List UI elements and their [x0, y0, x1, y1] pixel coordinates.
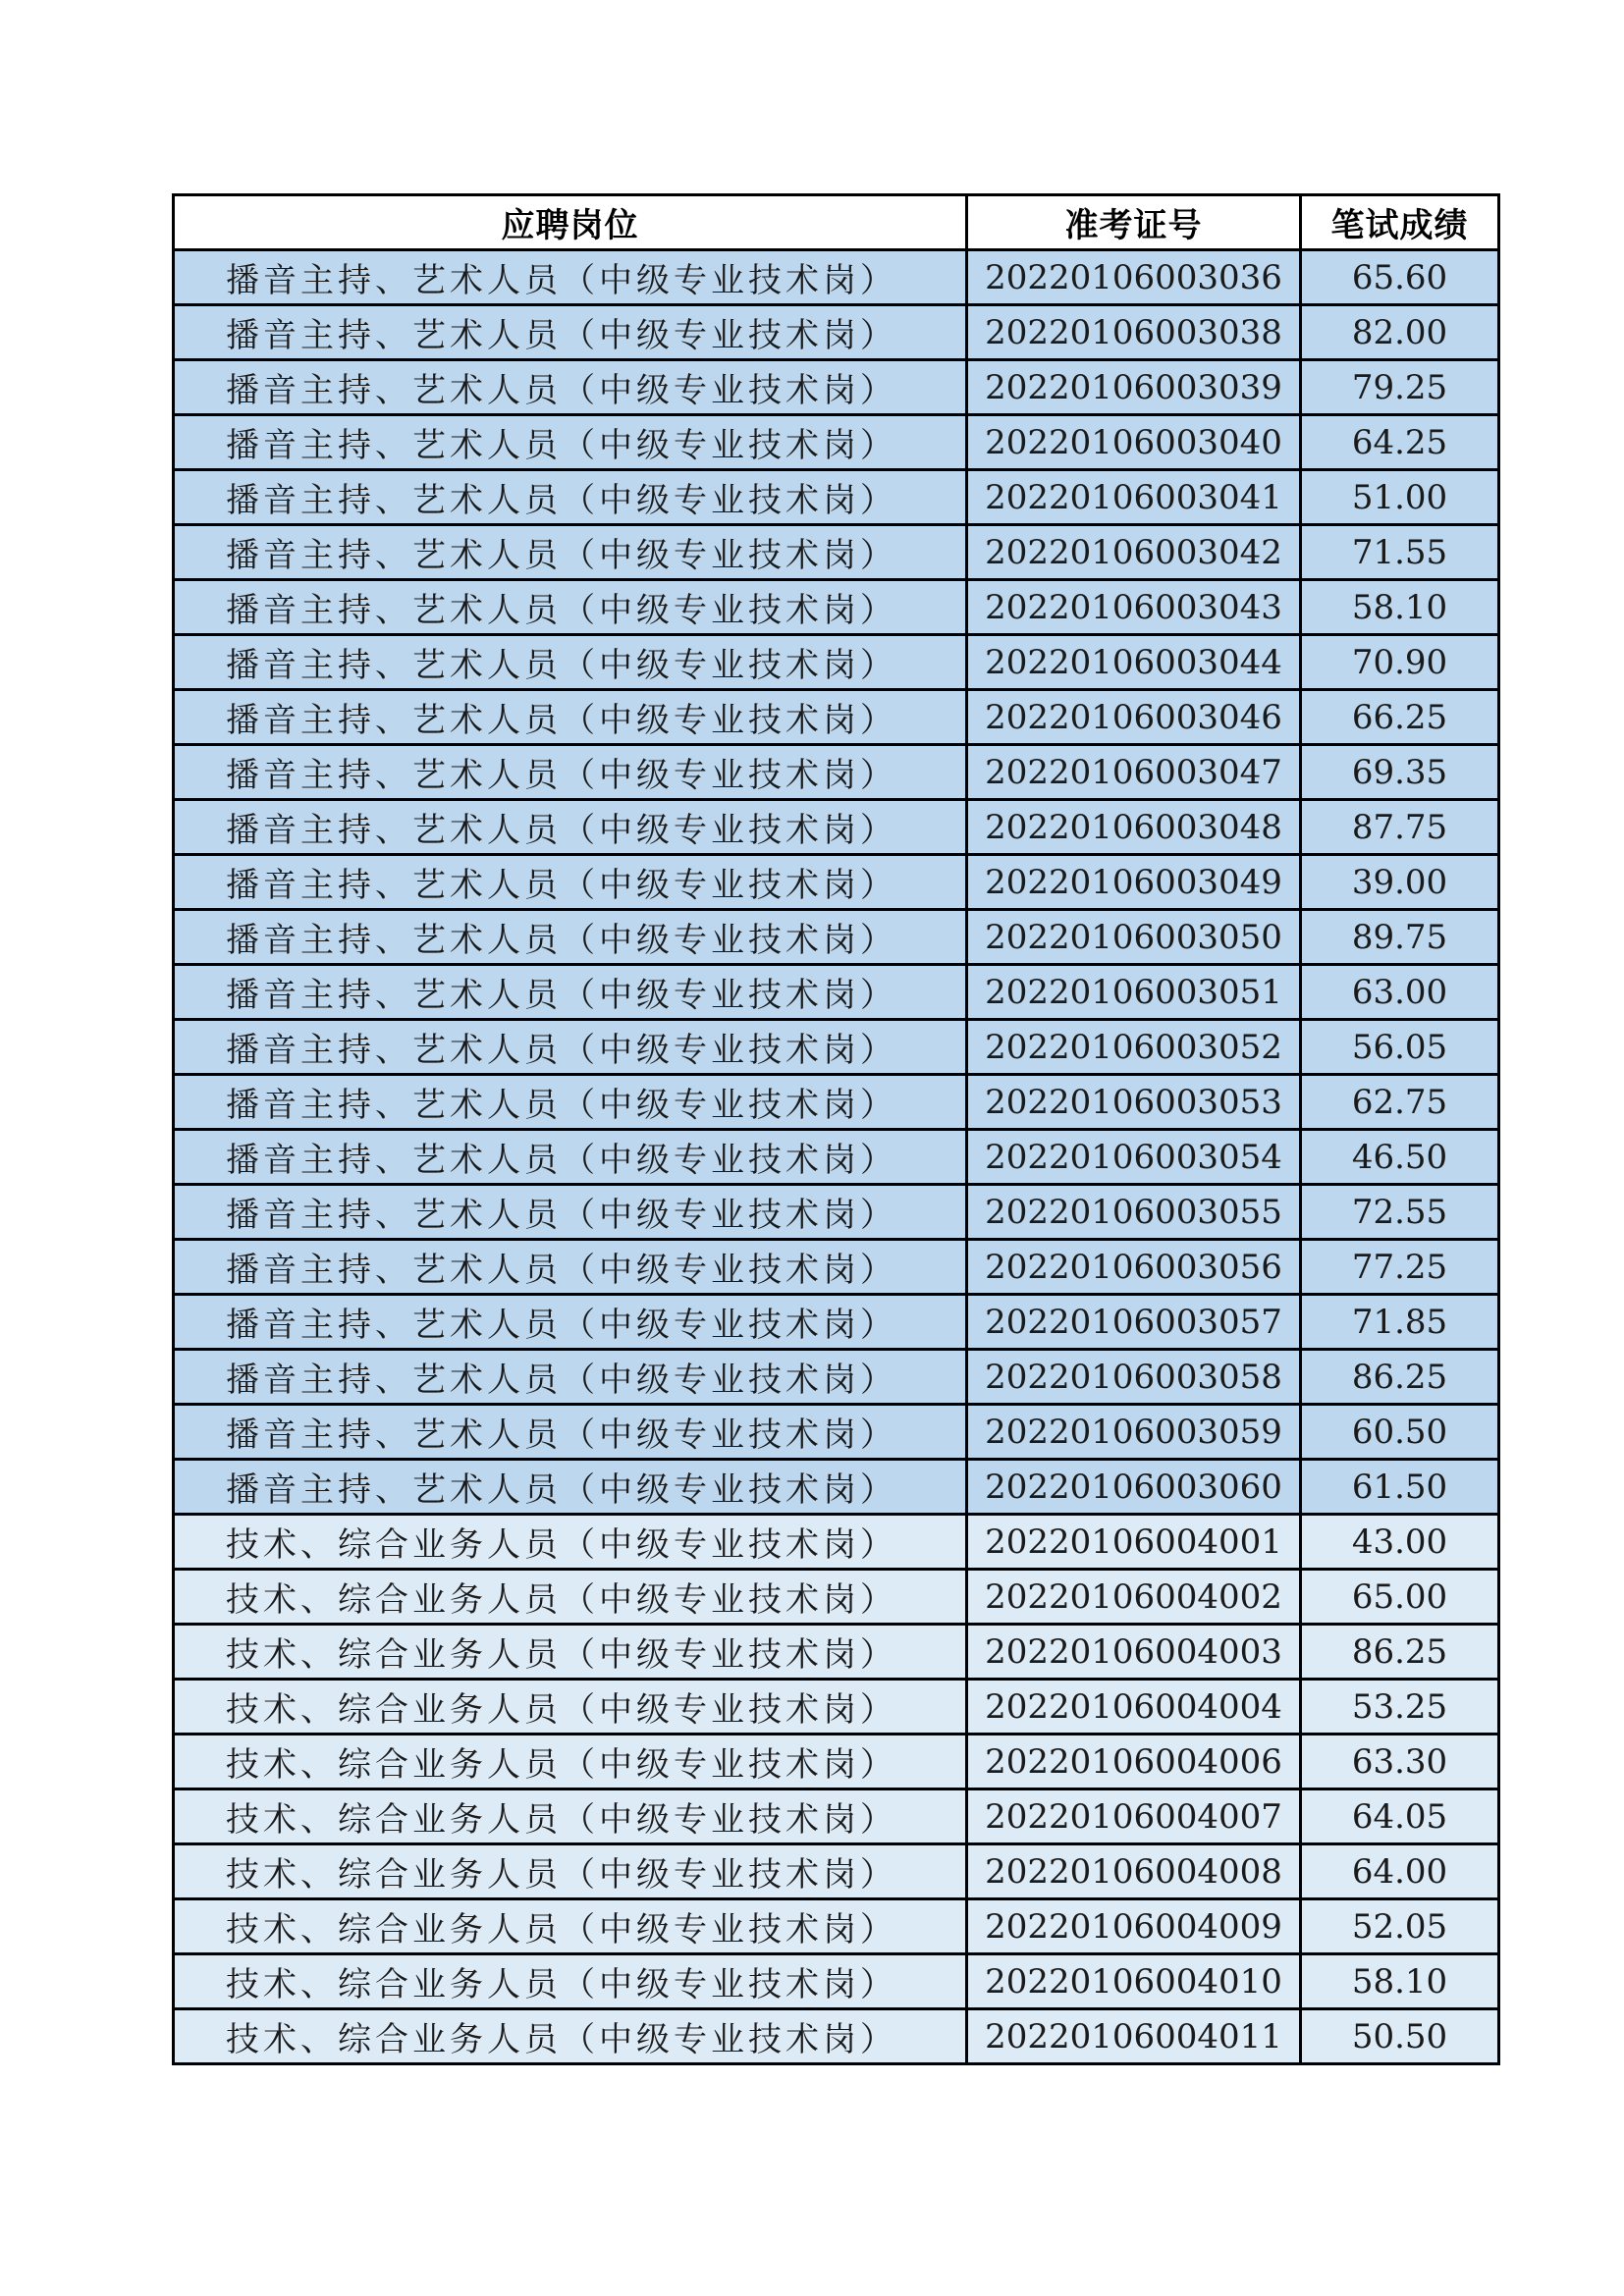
- score-cell: 39.00: [1301, 855, 1499, 910]
- post-cell: 播音主持、艺术人员（中级专业技术岗）: [174, 1350, 967, 1405]
- score-cell: 56.05: [1301, 1020, 1499, 1075]
- table-row: [174, 1350, 1499, 1405]
- post-cell: 播音主持、艺术人员（中级专业技术岗）: [174, 1405, 967, 1460]
- post-cell: 播音主持、艺术人员（中级专业技术岗）: [174, 635, 967, 690]
- table-row: [174, 2009, 1499, 2064]
- table-row: [174, 305, 1499, 360]
- exam-id-cell: 20220106003052: [967, 1020, 1301, 1075]
- post-cell: 播音主持、艺术人员（中级专业技术岗）: [174, 965, 967, 1020]
- exam-id-cell: 20220106003040: [967, 415, 1301, 470]
- post-cell: 播音主持、艺术人员（中级专业技术岗）: [174, 1185, 967, 1240]
- post-cell: 播音主持、艺术人员（中级专业技术岗）: [174, 690, 967, 745]
- table-row: [174, 1020, 1499, 1075]
- exam-id-cell: 20220106003051: [967, 965, 1301, 1020]
- score-cell: 64.25: [1301, 415, 1499, 470]
- score-table: [172, 193, 1500, 2065]
- table-body: [174, 250, 1499, 2064]
- table-row: [174, 855, 1499, 910]
- post-cell: 播音主持、艺术人员（中级专业技术岗）: [174, 1130, 967, 1185]
- table-row: [174, 965, 1499, 1020]
- table-row: [174, 1185, 1499, 1240]
- table-row: [174, 1295, 1499, 1350]
- exam-id-cell: 20220106003053: [967, 1075, 1301, 1130]
- table-row: [174, 1625, 1499, 1680]
- post-cell: 播音主持、艺术人员（中级专业技术岗）: [174, 855, 967, 910]
- post-cell: 技术、综合业务人员（中级专业技术岗）: [174, 1899, 967, 1954]
- score-cell: 82.00: [1301, 305, 1499, 360]
- score-cell: 69.35: [1301, 745, 1499, 800]
- post-cell: 技术、综合业务人员（中级专业技术岗）: [174, 1625, 967, 1680]
- table-row: [174, 635, 1499, 690]
- post-cell: 播音主持、艺术人员（中级专业技术岗）: [174, 470, 967, 525]
- exam-id-cell: 20220106004010: [967, 1954, 1301, 2009]
- post-cell: 播音主持、艺术人员（中级专业技术岗）: [174, 1240, 967, 1295]
- table-row: [174, 1954, 1499, 2009]
- post-cell: 播音主持、艺术人员（中级专业技术岗）: [174, 910, 967, 965]
- exam-id-cell: 20220106003059: [967, 1405, 1301, 1460]
- exam-id-cell: 20220106003054: [967, 1130, 1301, 1185]
- post-cell: 技术、综合业务人员（中级专业技术岗）: [174, 1680, 967, 1735]
- score-cell: 46.50: [1301, 1130, 1499, 1185]
- table-row: [174, 1130, 1499, 1185]
- score-cell: 63.30: [1301, 1735, 1499, 1789]
- table-row: [174, 525, 1499, 580]
- score-cell: 53.25: [1301, 1680, 1499, 1735]
- score-cell: 60.50: [1301, 1405, 1499, 1460]
- exam-id-cell: 20220106004007: [967, 1789, 1301, 1844]
- score-cell: 62.75: [1301, 1075, 1499, 1130]
- post-cell: 技术、综合业务人员（中级专业技术岗）: [174, 1515, 967, 1570]
- table-row: [174, 1570, 1499, 1625]
- post-cell: 播音主持、艺术人员（中级专业技术岗）: [174, 415, 967, 470]
- table-header-row: [174, 195, 1499, 250]
- exam-id-cell: 20220106003055: [967, 1185, 1301, 1240]
- score-cell: 64.00: [1301, 1844, 1499, 1899]
- exam-id-cell: 20220106003048: [967, 800, 1301, 855]
- exam-id-cell: 20220106004002: [967, 1570, 1301, 1625]
- score-cell: 79.25: [1301, 360, 1499, 415]
- score-cell: 58.10: [1301, 580, 1499, 635]
- score-cell: 71.85: [1301, 1295, 1499, 1350]
- post-cell: 播音主持、艺术人员（中级专业技术岗）: [174, 305, 967, 360]
- table-row: [174, 1075, 1499, 1130]
- score-cell: 70.90: [1301, 635, 1499, 690]
- table-row: [174, 250, 1499, 305]
- post-cell: 技术、综合业务人员（中级专业技术岗）: [174, 1844, 967, 1899]
- exam-id-cell: 20220106004009: [967, 1899, 1301, 1954]
- table-row: [174, 360, 1499, 415]
- table-row: [174, 580, 1499, 635]
- exam-id-cell: 20220106004006: [967, 1735, 1301, 1789]
- table-row: [174, 1460, 1499, 1515]
- score-cell: 86.25: [1301, 1350, 1499, 1405]
- exam-id-cell: 20220106003058: [967, 1350, 1301, 1405]
- score-cell: 66.25: [1301, 690, 1499, 745]
- post-cell: 播音主持、艺术人员（中级专业技术岗）: [174, 1020, 967, 1075]
- table-row: [174, 1405, 1499, 1460]
- exam-id-cell: 20220106003038: [967, 305, 1301, 360]
- exam-id-cell: 20220106003041: [967, 470, 1301, 525]
- exam-id-cell: 20220106004001: [967, 1515, 1301, 1570]
- post-cell: 技术、综合业务人员（中级专业技术岗）: [174, 1954, 967, 2009]
- table-row: [174, 690, 1499, 745]
- score-cell: 77.25: [1301, 1240, 1499, 1295]
- post-cell: 播音主持、艺术人员（中级专业技术岗）: [174, 1460, 967, 1515]
- post-cell: 播音主持、艺术人员（中级专业技术岗）: [174, 525, 967, 580]
- post-cell: 播音主持、艺术人员（中级专业技术岗）: [174, 1295, 967, 1350]
- table-row: [174, 1240, 1499, 1295]
- exam-id-cell: 20220106003050: [967, 910, 1301, 965]
- post-cell: 播音主持、艺术人员（中级专业技术岗）: [174, 800, 967, 855]
- table-row: [174, 745, 1499, 800]
- score-cell: 65.60: [1301, 250, 1499, 305]
- exam-id-cell: 20220106003046: [967, 690, 1301, 745]
- score-cell: 65.00: [1301, 1570, 1499, 1625]
- score-cell: 51.00: [1301, 470, 1499, 525]
- exam-id-cell: 20220106003056: [967, 1240, 1301, 1295]
- exam-id-cell: 20220106004011: [967, 2009, 1301, 2064]
- exam-id-cell: 20220106003060: [967, 1460, 1301, 1515]
- column-header-exam-id: 准考证号: [967, 195, 1301, 250]
- exam-id-cell: 20220106004004: [967, 1680, 1301, 1735]
- post-cell: 播音主持、艺术人员（中级专业技术岗）: [174, 1075, 967, 1130]
- score-cell: 86.25: [1301, 1625, 1499, 1680]
- exam-id-cell: 20220106004003: [967, 1625, 1301, 1680]
- table-row: [174, 1899, 1499, 1954]
- exam-id-cell: 20220106003047: [967, 745, 1301, 800]
- score-cell: 50.50: [1301, 2009, 1499, 2064]
- exam-id-cell: 20220106003043: [967, 580, 1301, 635]
- score-cell: 58.10: [1301, 1954, 1499, 2009]
- exam-id-cell: 20220106003049: [967, 855, 1301, 910]
- table-row: [174, 1515, 1499, 1570]
- post-cell: 技术、综合业务人员（中级专业技术岗）: [174, 1789, 967, 1844]
- score-cell: 43.00: [1301, 1515, 1499, 1570]
- table-row: [174, 1789, 1499, 1844]
- table-row: [174, 1844, 1499, 1899]
- score-cell: 52.05: [1301, 1899, 1499, 1954]
- table-row: [174, 1735, 1499, 1789]
- score-cell: 87.75: [1301, 800, 1499, 855]
- post-cell: 播音主持、艺术人员（中级专业技术岗）: [174, 360, 967, 415]
- exam-id-cell: 20220106003039: [967, 360, 1301, 415]
- table-row: [174, 415, 1499, 470]
- exam-id-cell: 20220106003042: [967, 525, 1301, 580]
- score-cell: 63.00: [1301, 965, 1499, 1020]
- table-row: [174, 800, 1499, 855]
- post-cell: 播音主持、艺术人员（中级专业技术岗）: [174, 580, 967, 635]
- table-row: [174, 470, 1499, 525]
- column-header-score: 笔试成绩: [1301, 195, 1499, 250]
- score-cell: 64.05: [1301, 1789, 1499, 1844]
- post-cell: 播音主持、艺术人员（中级专业技术岗）: [174, 745, 967, 800]
- post-cell: 播音主持、艺术人员（中级专业技术岗）: [174, 250, 967, 305]
- post-cell: 技术、综合业务人员（中级专业技术岗）: [174, 2009, 967, 2064]
- exam-id-cell: 20220106003044: [967, 635, 1301, 690]
- exam-id-cell: 20220106004008: [967, 1844, 1301, 1899]
- exam-id-cell: 20220106003036: [967, 250, 1301, 305]
- score-cell: 89.75: [1301, 910, 1499, 965]
- score-cell: 71.55: [1301, 525, 1499, 580]
- exam-id-cell: 20220106003057: [967, 1295, 1301, 1350]
- column-header-post: 应聘岗位: [174, 195, 967, 250]
- post-cell: 技术、综合业务人员（中级专业技术岗）: [174, 1735, 967, 1789]
- post-cell: 技术、综合业务人员（中级专业技术岗）: [174, 1570, 967, 1625]
- score-cell: 72.55: [1301, 1185, 1499, 1240]
- table-row: [174, 910, 1499, 965]
- score-cell: 61.50: [1301, 1460, 1499, 1515]
- table-row: [174, 1680, 1499, 1735]
